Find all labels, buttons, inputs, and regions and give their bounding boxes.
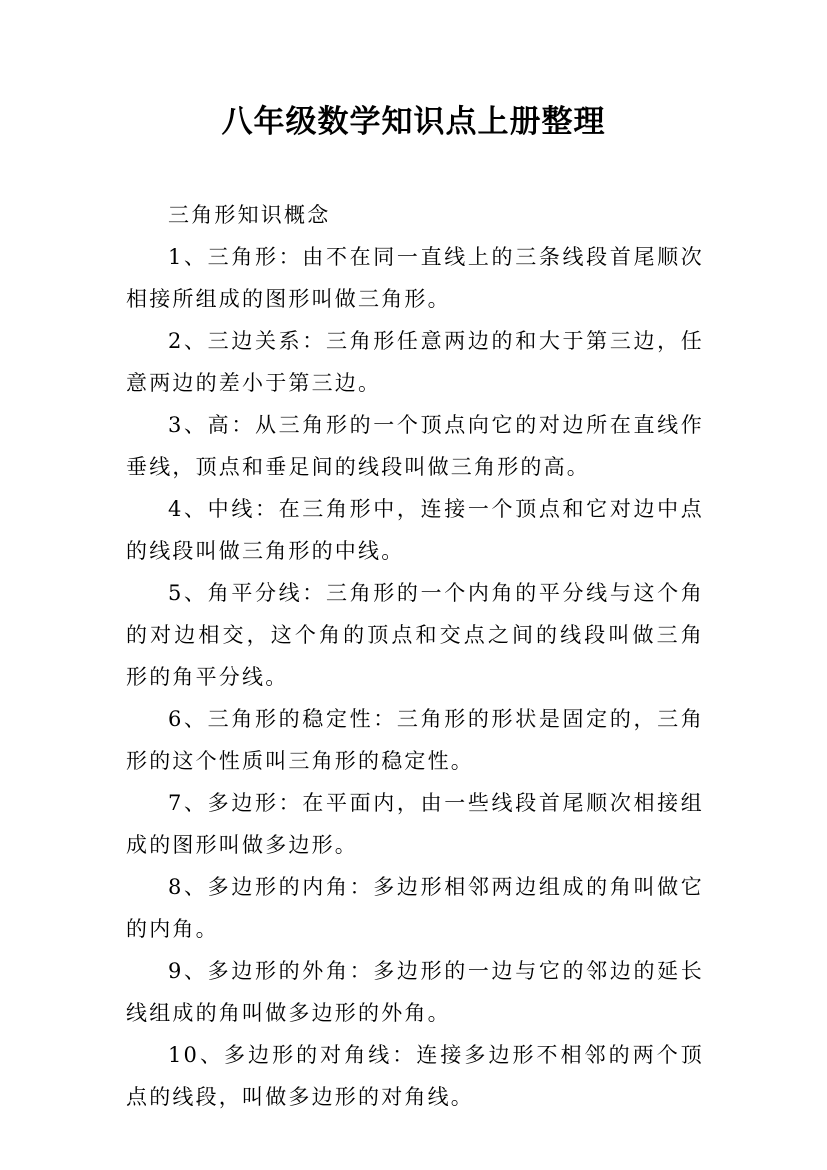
paragraph-8: 8、多边形的内角：多边形相邻两边组成的角叫做它的内角。 xyxy=(126,875,704,941)
section-heading: 三角形知识概念 xyxy=(168,203,331,227)
paragraph-10: 10、多边形的对角线：连接多边形不相邻的两个顶点的线段，叫做多边形的对角线。 xyxy=(126,1043,704,1109)
document-title: 八年级数学知识点上册整理 xyxy=(221,104,606,140)
paragraph-2: 2、三边关系：三角形任意两边的和大于第三边，任意两边的差小于第三边。 xyxy=(126,329,704,395)
paragraph-1: 1、三角形：由不在同一直线上的三条线段首尾顺次相接所组成的图形叫做三角形。 xyxy=(126,245,704,311)
paragraph-7: 7、多边形：在平面内，由一些线段首尾顺次相接组成的图形叫做多边形。 xyxy=(126,791,704,857)
paragraph-9: 9、多边形的外角：多边形的一边与它的邻边的延长线组成的角叫做多边形的外角。 xyxy=(126,959,704,1025)
paragraph-5: 5、角平分线：三角形的一个内角的平分线与这个角的对边相交，这个角的顶点和交点之间的线段叫做三角形的角平分线。 xyxy=(126,581,704,689)
paragraph-6: 6、三角形的稳定性：三角形的形状是固定的，三角形的这个性质叫三角形的稳定性。 xyxy=(126,707,704,773)
paragraph-3: 3、高：从三角形的一个顶点向它的对边所在直线作垂线，顶点和垂足间的线段叫做三角形的高。 xyxy=(126,413,704,479)
document-body xyxy=(126,194,704,1118)
paragraph-4: 4、中线：在三角形中，连接一个顶点和它对边中点的线段叫做三角形的中线。 xyxy=(126,497,704,563)
